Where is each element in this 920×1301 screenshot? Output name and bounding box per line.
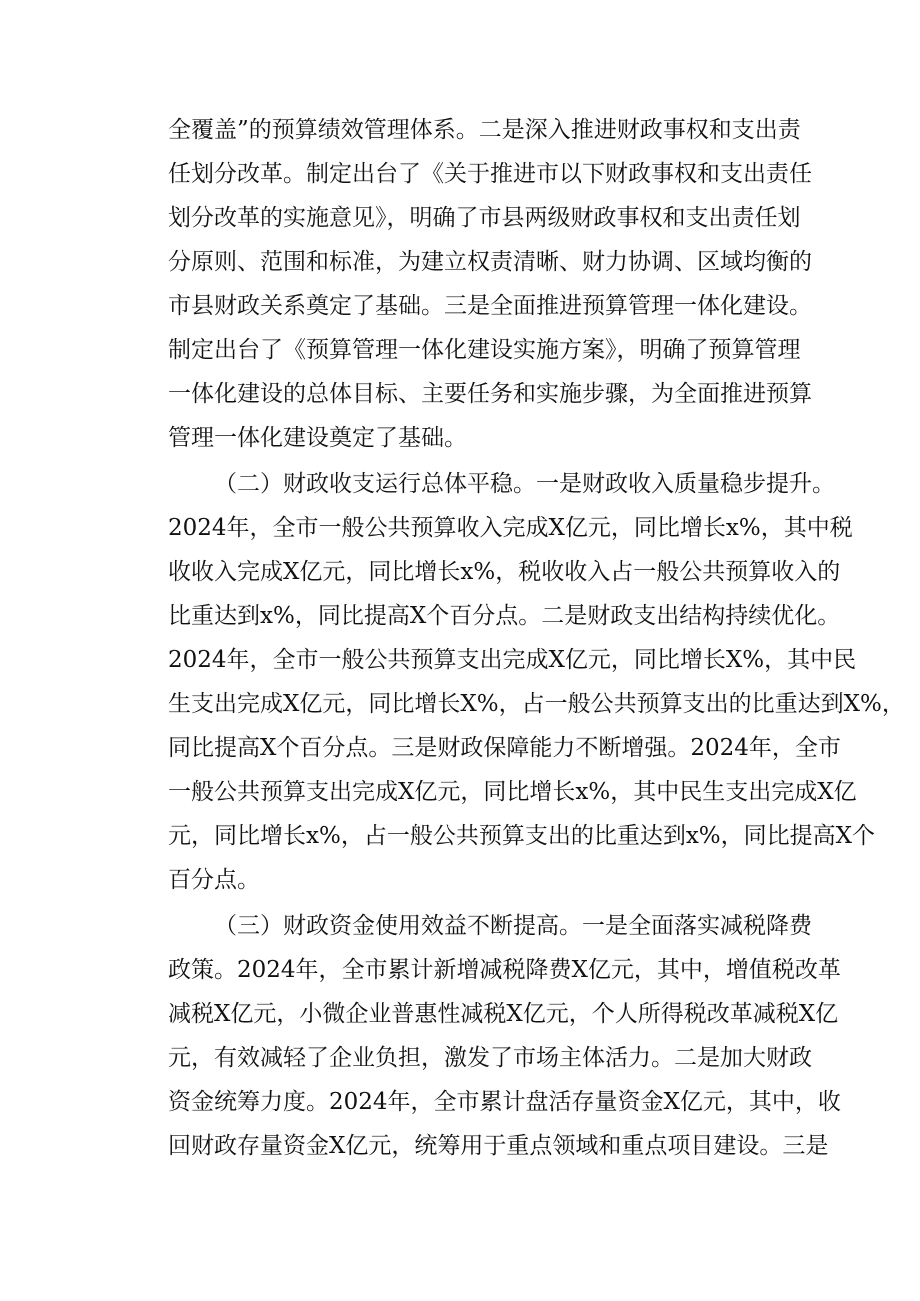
section-three-heading-line: （三）财政资金使用效益不断提高。一是全面落实减税降费 <box>214 913 812 939</box>
section-two-heading-line: （二）财政收支运行总体平稳。一是财政收入质量稳步提升。 <box>214 471 835 497</box>
text-line: 比重达到x%，同比提高X个百分点。二是财政支出结构持续优化。 <box>168 603 841 629</box>
text-line: 元，有效减轻了企业负担，激发了市场主体活力。二是加大财政 <box>168 1045 812 1071</box>
text-line: 市县财政关系奠定了基础。三是全面推进预算管理一体化建设。 <box>168 293 812 319</box>
text-line: 生支出完成X亿元，同比增长X%，占一般公共预算支出的比重达到X%， <box>168 691 905 717</box>
text-line: 减税X亿元，小微企业普惠性减税X亿元，个人所得税改革减税X亿 <box>168 1001 839 1027</box>
text-line: 划分改革的实施意见》，明确了市县两级财政事权和支出责任划 <box>168 205 801 231</box>
text-line: 回财政存量资金X亿元，统筹用于重点领域和重点项目建设。三是 <box>168 1133 829 1159</box>
text-line: 收收入完成X亿元，同比增长x%，税收收入占一般公共预算收入的 <box>168 559 841 585</box>
text-line: 百分点。 <box>168 867 260 893</box>
text-line: 资金统筹力度。2024年，全市累计盘活存量资金X亿元，其中，收 <box>168 1089 841 1115</box>
text-line: 一般公共预算支出完成X亿元，同比增长x%，其中民生支出完成X亿 <box>168 779 857 805</box>
document-body <box>168 108 905 1168</box>
text-line: 政策。2024年，全市累计新增减税降费X亿元，其中，增值税改革 <box>168 957 841 983</box>
text-line: 元，同比增长x%，占一般公共预算支出的比重达到x%，同比提高X个 <box>168 823 876 849</box>
text-line: 全覆盖”的预算绩效管理体系。二是深入推进财政事权和支出责 <box>168 117 801 143</box>
text-line: 2024年，全市一般公共预算支出完成X亿元，同比增长X%，其中民 <box>168 647 857 673</box>
text-line: 2024年，全市一般公共预算收入完成X亿元，同比增长x%，其中税 <box>168 515 853 541</box>
text-line: 分原则、范围和标准，为建立权责清晰、财力协调、区域均衡的 <box>168 249 812 275</box>
text-line: 一体化建设的总体目标、主要任务和实施步骤，为全面推进预算 <box>168 381 812 407</box>
text-line: 任划分改革。制定出台了《关于推进市以下财政事权和支出责任 <box>168 161 812 187</box>
text-line: 管理一体化建设奠定了基础。 <box>168 425 467 451</box>
text-line: 同比提高X个百分点。三是财政保障能力不断增强。2024年，全市 <box>168 735 841 761</box>
text-line: 制定出台了《预算管理一体化建设实施方案》，明确了预算管理 <box>168 337 801 363</box>
